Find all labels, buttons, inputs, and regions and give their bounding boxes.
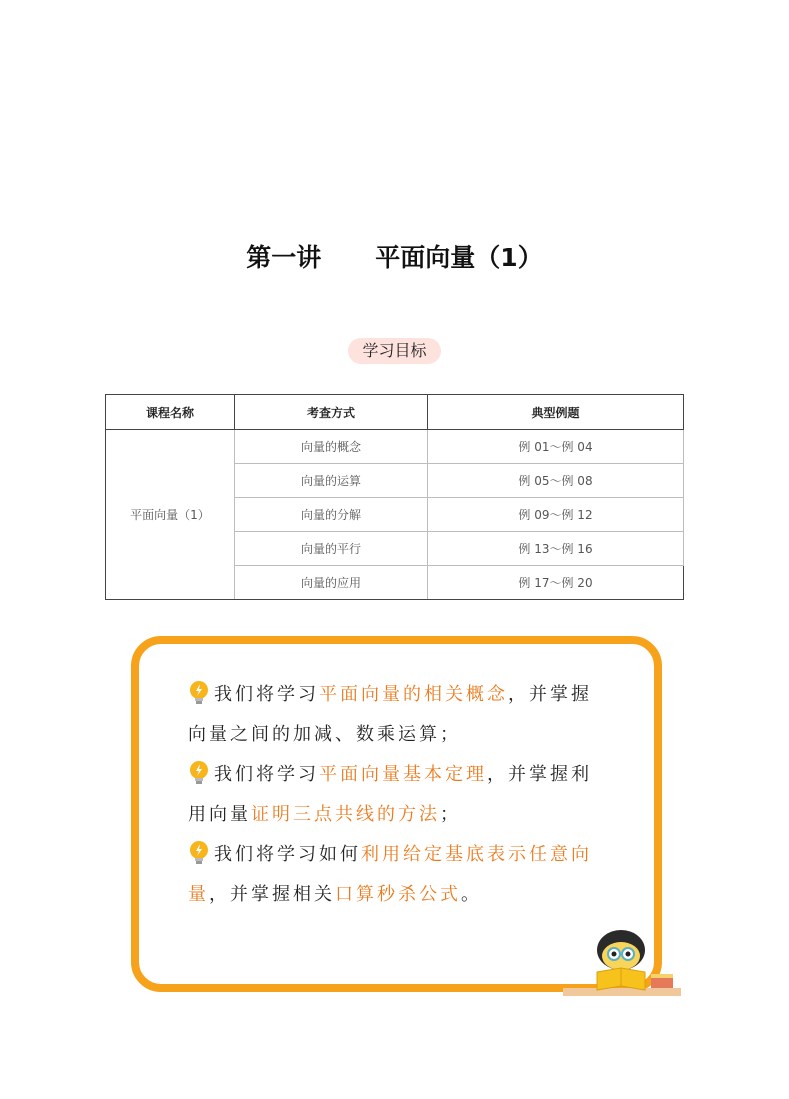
section-label-learning-goals: 学习目标 bbox=[348, 338, 441, 364]
page-title bbox=[0, 238, 789, 274]
goals-table bbox=[105, 394, 684, 600]
table-row bbox=[106, 430, 684, 464]
title-topic: 平面向量（1） bbox=[375, 243, 543, 272]
method-cell: 向量的分解 bbox=[235, 498, 428, 532]
goal-highlight: 证明三点共线的方法 bbox=[251, 804, 440, 825]
table-header-row bbox=[106, 395, 684, 430]
header-examples: 典型例题 bbox=[428, 395, 684, 430]
method-cell: 向量的运算 bbox=[235, 464, 428, 498]
lightbulb-icon bbox=[188, 840, 210, 866]
method-cell: 向量的应用 bbox=[235, 566, 428, 600]
goal-text: 。 bbox=[461, 884, 482, 905]
goal-item-2 bbox=[188, 755, 598, 835]
header-course: 课程名称 bbox=[106, 395, 235, 430]
goal-text: ，并掌握向量之间的加减、数乘运算； bbox=[188, 684, 592, 745]
course-name-cell: 平面向量（1） bbox=[106, 430, 235, 600]
examples-cell: 例 01～例 04 bbox=[428, 430, 684, 464]
method-cell: 向量的概念 bbox=[235, 430, 428, 464]
goal-text: ，并掌握相关 bbox=[209, 884, 335, 905]
method-cell: 向量的平行 bbox=[235, 532, 428, 566]
goal-text: 我们将学习 bbox=[214, 764, 319, 785]
goal-text: ，并掌握利用向量 bbox=[188, 764, 592, 825]
examples-cell: 例 17～例 20 bbox=[428, 566, 684, 600]
goal-highlight: 利用给定基底表示任意向量 bbox=[188, 844, 592, 905]
title-lecture: 第一讲 bbox=[246, 243, 322, 272]
lightbulb-icon bbox=[188, 760, 210, 786]
examples-cell: 例 05～例 08 bbox=[428, 464, 684, 498]
goal-highlight: 平面向量的相关概念 bbox=[319, 684, 508, 705]
goals-list bbox=[188, 675, 598, 915]
goal-highlight: 平面向量基本定理 bbox=[319, 764, 487, 785]
goal-highlight: 口算秒杀公式 bbox=[335, 884, 461, 905]
goal-text: 我们将学习如何 bbox=[214, 844, 361, 865]
mascot-reading-icon bbox=[563, 928, 681, 1000]
goal-text: 我们将学习 bbox=[214, 684, 319, 705]
examples-cell: 例 13～例 16 bbox=[428, 532, 684, 566]
goal-item-3 bbox=[188, 835, 598, 915]
goal-item-1 bbox=[188, 675, 598, 755]
examples-cell: 例 09～例 12 bbox=[428, 498, 684, 532]
header-method: 考查方式 bbox=[235, 395, 428, 430]
goal-text: ； bbox=[440, 804, 461, 825]
lightbulb-icon bbox=[188, 680, 210, 706]
